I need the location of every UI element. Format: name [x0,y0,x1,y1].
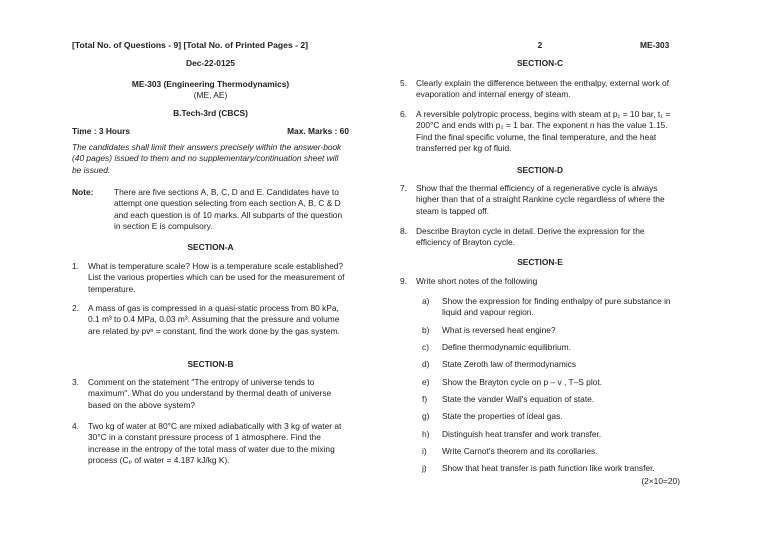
subquestion-text: Show the Brayton cycle on p – v , T–S plot. [442,376,602,387]
subquestion-number: e) [422,376,430,387]
subquestion-text: Write Carnot's theorem and its corollaries. [442,446,598,457]
question-text: A reversible polytropic process, begins with steam at p₁ = 10 bar, t₁ = 200°C and ends with p₂ = 1 bar. The exponent n has the value 1.15. Find the final specific volume, the final temperature, and the heat transferred per kg of fluid. [416,109,671,154]
subquestion-number: d) [422,359,430,370]
question-number: 8. [400,226,407,236]
question-number: 9. [400,276,407,286]
section-e-heading: SECTION-E [517,257,563,267]
section-c-heading: SECTION-C [516,58,564,68]
subquestion-text: State the properties of ideal gas. [442,411,563,422]
question-9 [400,276,680,287]
subquestion-e [422,377,680,388]
question-6 [400,109,680,154]
subquestion-number: j) [422,463,427,474]
section-b-heading: SECTION-B [187,359,234,369]
subquestion-h [422,429,680,440]
question-text: Comment on the statement "The entropy of universe tends to maximum". What do you understand by thermal death of universe based on the above system? [88,377,332,410]
question-8 [400,226,680,249]
subquestion-text: Show that heat transfer is path function like work transfer. [442,463,655,474]
subquestion-number: f) [422,394,428,405]
subquestion-j [422,463,680,474]
note-label: Note: [72,187,94,197]
question-number: 4. [72,421,79,431]
subquestion-f [422,394,680,405]
subquestion-number: h) [422,428,430,439]
max-marks-label: Max. Marks : 60 [287,126,349,136]
question-7 [400,183,680,217]
subquestion-text: Show the expression for finding enthalpy of pure substance in liquid and vapour region. [442,296,671,318]
subquestion-b [422,325,680,336]
subquestion-text: State Zeroth law of thermodynamics [442,359,577,370]
subquestion-i [422,446,680,457]
note-text: There are five sections A, B, C, D and E. Candidates have to attempt one question selecting from each section A, B, C & D and each question is of 10 marks. All subparts of the question in section E is compulsory. [114,187,343,232]
note-block [72,187,349,232]
question-4 [72,421,349,466]
paper-code: ME-303 [640,40,670,50]
question-text: What is temperature scale? How is a temperature scale established? List the various properties which can be used for the measurement of temperature. [88,261,345,294]
instruction-text: The candidates shall limit their answers precisely within the answer-book (40 pages) issued to them and no supplementary/continuation sheet will be issued. [72,142,342,175]
subquestion-number: c) [422,342,429,353]
question-5 [400,78,680,101]
program-text: B.Tech-3rd (CBCS) [173,108,248,118]
question-1 [72,261,349,295]
question-3 [72,377,349,411]
time-marks-row [72,126,349,137]
subquestion-number: b) [422,324,430,335]
subquestion-text: Define thermodynamic equilibrium. [442,342,571,353]
section-a-heading: SECTION-A [187,242,234,252]
section-e-marks: (2×10=20) [641,476,680,486]
question-2 [72,303,349,337]
section-d-heading: SECTION-D [516,165,564,175]
page-number: 2 [537,40,543,50]
question-text: Show that the thermal efficiency of a regenerative cycle is always higher than that of a straight Rankine cycle regardless of where the steam is tapped off. [416,183,665,216]
subquestion-text: State the vander Wall's equation of state. [442,394,595,405]
subquestion-d [422,359,680,370]
subquestion-list [400,296,680,475]
header-totals: [Total No. of Questions - 9] [Total No. of Printed Pages - 2] [72,40,309,50]
question-number: 3. [72,377,79,387]
subquestion-text: Distinguish heat transfer and work transfer. [442,428,602,439]
subquestion-number: a) [422,296,430,306]
subquestion-c [422,342,680,353]
time-label: Time : 3 Hours [72,126,131,136]
subquestion-a [422,296,680,319]
question-text: Describe Brayton cycle in detail. Derive the expression for the efficiency of Brayton cycle. [416,226,645,248]
question-number: 5. [400,78,407,88]
question-number: 7. [400,183,407,193]
subquestion-g [422,411,680,422]
question-number: 6. [400,109,407,119]
question-number: 2. [72,303,79,313]
exam-code: Dec-22-0125 [186,58,235,68]
question-text: Two kg of water at 80°C are mixed adiabatically with 3 kg of water at 30°C in a constant pressure process of 1 atmosphere. Find the increase in the entropy of the total mass of water due to the mixing process (Cₚ of water = 4.187 kJ/kg K). [88,421,342,466]
subquestion-number: i) [422,446,427,457]
subject-title: ME-303 (Engineering Thermodynamics) [131,79,290,89]
subquestion-text: What is reversed heat engine? [442,324,556,335]
subquestion-number: g) [422,411,430,422]
question-text: Clearly explain the difference between the enthalpy, external work of evaporation and internal energy of steam. [416,78,669,100]
question-text: A mass of gas is compressed in a quasi-static process from 80 kPa, 0.1 m³ to 0.4 MPa, 0.03 m³. Assuming that the pressure and volume are related by pvⁿ = constant, find the work done by the gas system. [88,303,340,336]
branch-text: (ME, AE) [193,90,228,100]
question-number: 1. [72,261,79,271]
question-text: Write short notes of the following [416,276,538,286]
